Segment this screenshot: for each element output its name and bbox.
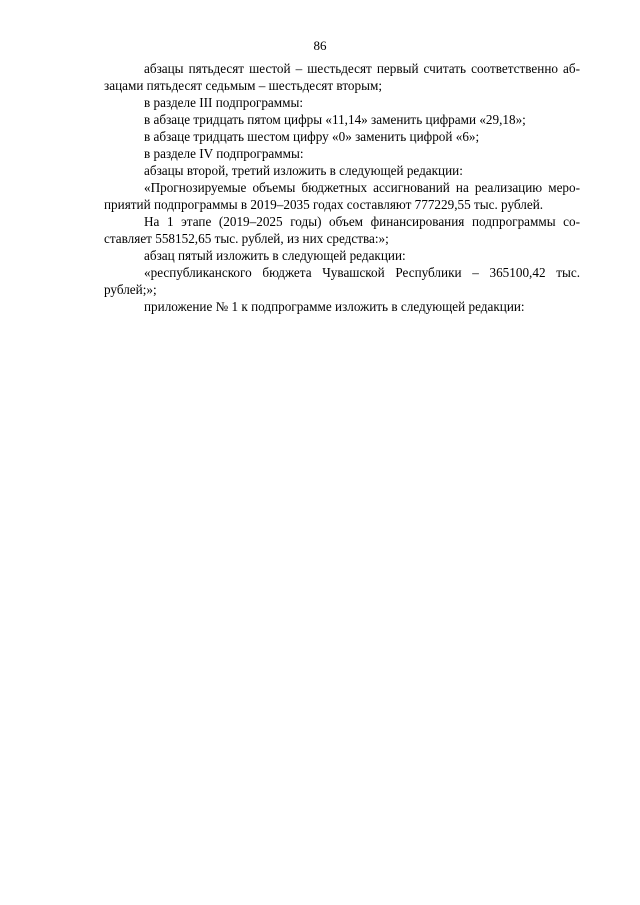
- paragraph-line: в разделе III подпрограммы:: [144, 95, 304, 110]
- paragraph-line: в абзаце тридцать пятом цифры «11,14» заменить цифрами «29,18»;: [144, 112, 526, 127]
- paragraph-line: абзац пятый изложить в следующей редакции:: [144, 248, 406, 263]
- paragraph-line: «республиканского бюджета Чувашской Республики – 365100,42 тыс.: [144, 265, 580, 280]
- paragraph: [104, 111, 580, 128]
- paragraph-line: в разделе IV подпрограммы:: [144, 146, 304, 161]
- paragraph-line: приложение № 1 к подпрограмме изложить в следующей редакции:: [144, 299, 525, 314]
- paragraph: [104, 145, 580, 162]
- paragraph-line: зацами пятьдесят седьмым – шестьдесят вторым;: [104, 78, 382, 93]
- paragraph-line: абзацы пятьдесят шестой – шестьдесят первый считать соответственно аб-: [144, 61, 580, 76]
- document-body: [104, 60, 580, 315]
- paragraph: [104, 264, 580, 298]
- paragraph: [104, 94, 580, 111]
- paragraph-line: в абзаце тридцать шестом цифру «0» заменить цифрой «6»;: [144, 129, 480, 144]
- paragraph-line: абзацы второй, третий изложить в следующей редакции:: [144, 163, 463, 178]
- paragraph: [104, 247, 580, 264]
- paragraph: [104, 213, 580, 247]
- page-number: 86: [313, 38, 327, 53]
- paragraph: [104, 179, 580, 213]
- paragraph-line: рублей;»;: [104, 282, 157, 297]
- paragraph: [104, 60, 580, 94]
- paragraph-line: «Прогнозируемые объемы бюджетных ассигнований на реализацию меро-: [144, 180, 580, 195]
- paragraph: [104, 162, 580, 179]
- paragraph: [104, 298, 580, 315]
- paragraph-line: ставляет 558152,65 тыс. рублей, из них средства:»;: [104, 231, 389, 246]
- paragraph-line: приятий подпрограммы в 2019–2035 годах составляют 777229,55 тыс. рублей.: [104, 197, 544, 212]
- paragraph: [104, 128, 580, 145]
- paragraph-line: На 1 этапе (2019–2025 годы) объем финансирования подпрограммы со-: [144, 214, 580, 229]
